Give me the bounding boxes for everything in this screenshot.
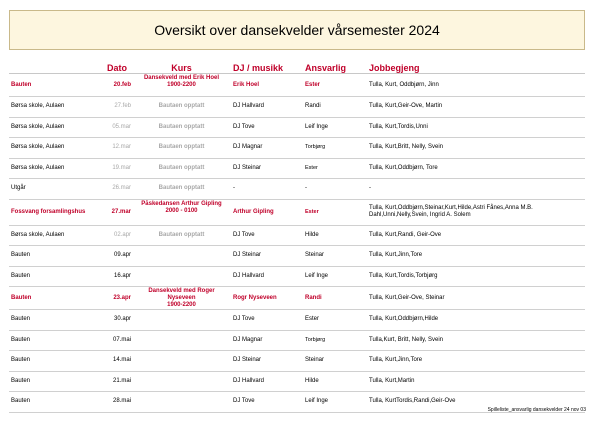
- row-dj: DJ Magnar: [233, 144, 263, 151]
- table-row: [9, 179, 585, 200]
- row-date: 27.feb: [114, 103, 131, 110]
- row-course: [134, 287, 229, 309]
- row-place: Bauten: [11, 294, 32, 301]
- row-date: 14.mai: [112, 357, 131, 364]
- row-date: 02.apr: [113, 231, 131, 238]
- table-row: [9, 287, 585, 310]
- course-lines: [134, 288, 229, 309]
- row-date: 20.feb: [113, 81, 131, 88]
- row-date: 16.apr: [113, 272, 131, 279]
- header-dj: DJ / musikk: [233, 63, 284, 73]
- table-row: [9, 246, 585, 267]
- header-place: [11, 58, 104, 73]
- row-place: Bauten: [11, 377, 31, 384]
- header-course: Kurs: [171, 63, 192, 73]
- row-dj: DJ Magnar: [233, 336, 263, 343]
- row-course: [134, 331, 229, 351]
- row-responsible: Steinar: [305, 252, 325, 259]
- row-responsible: Randi: [305, 103, 321, 110]
- row-job: Tulla, Kurt,Oddbjørn,Hilde: [369, 316, 439, 323]
- table-row: [9, 138, 585, 159]
- row-job: Tulla, KurtTordis,Randi,Geir-Ove: [369, 398, 456, 405]
- course-lines: [141, 201, 221, 215]
- row-date: 27.mar: [111, 208, 131, 215]
- row-responsible: Leif Inge: [305, 398, 329, 405]
- table-row: [9, 97, 585, 118]
- row-job: Tulla, Kurt,Jinn,Tore: [369, 252, 423, 259]
- row-course: [134, 267, 229, 287]
- row-course: [134, 310, 229, 330]
- row-job: -: [369, 185, 371, 192]
- table-row: [9, 159, 585, 180]
- course-line: Bautaen opptatt: [158, 231, 205, 238]
- row-job: Tulla, Kurt,Oddbjørn,Steinar,Kurt,Hilde,Astri Fånes,Anna M.B. Dahl,Unni,Nelly,Svein, Ingrid A. Solem: [369, 205, 533, 218]
- course-line: Bautaen opptatt: [158, 103, 205, 110]
- row-date: 12.mar: [112, 144, 131, 151]
- row-place: Børsa skole, Aulaen: [11, 103, 65, 110]
- row-course: [134, 97, 229, 117]
- row-course: [134, 179, 229, 199]
- row-responsible: Ester: [305, 316, 320, 323]
- row-dj: Arthur Gipling: [233, 208, 274, 215]
- row-job: Tulla, Kurt, Oddbjørn, Jinn: [369, 81, 439, 88]
- row-date: 07.mai: [112, 336, 131, 343]
- row-responsible: Hilde: [305, 231, 319, 238]
- row-place: Utgår: [11, 185, 26, 192]
- row-responsible: Torbjørg: [305, 336, 326, 343]
- row-responsible: Leif Inge: [305, 123, 329, 130]
- row-job: Tulla, Kurt,Randi, Geir-Ove: [369, 231, 442, 238]
- course-line: Bautaen opptatt: [158, 144, 205, 151]
- row-place: Bauten: [11, 81, 32, 88]
- row-date: 26.mar: [112, 185, 131, 192]
- row-dj: Erik Hoel: [233, 81, 260, 88]
- row-dj: DJ Steinar: [233, 252, 262, 259]
- row-date: 21.mai: [112, 377, 131, 384]
- course-lines: [159, 124, 205, 131]
- row-course: [134, 138, 229, 158]
- row-job: Tulla,Kurt, Britt, Nelly, Svein: [369, 336, 444, 343]
- header-responsible: Ansvarlig: [305, 63, 347, 73]
- table-row: [9, 267, 585, 288]
- table-row: [9, 310, 585, 331]
- row-place: Fossvang forsamlingshus: [11, 208, 86, 215]
- row-place: Børsa skole, Aulaen: [11, 123, 65, 130]
- row-dj: DJ Hallvard: [233, 377, 265, 384]
- row-dj: DJ Tove: [233, 231, 255, 238]
- row-dj: DJ Hallvard: [233, 272, 265, 279]
- row-job: Tulla, Kurt,Jinn,Tore: [369, 357, 423, 364]
- row-dj: DJ Tove: [233, 123, 255, 130]
- row-responsible: Ester: [305, 164, 318, 171]
- row-job: Tulla, Kurt,Geir-Ove, Steinar: [369, 294, 445, 301]
- course-line: Bautaen opptatt: [158, 123, 205, 130]
- row-course: [134, 351, 229, 371]
- course-lines: [159, 232, 205, 239]
- row-date: 30.apr: [113, 316, 131, 323]
- row-date: 19.mar: [112, 164, 131, 171]
- row-responsible: -: [305, 185, 307, 192]
- row-place: Bauten: [11, 272, 31, 279]
- row-responsible: Ester: [305, 208, 319, 215]
- row-dj: DJ Tove: [233, 398, 255, 405]
- row-responsible: Torbjørg: [305, 144, 326, 151]
- course-line: 1900-2200: [167, 82, 196, 88]
- row-place: Børsa skole, Aulaen: [11, 164, 65, 171]
- row-course: [134, 392, 229, 412]
- row-dj: DJ Tove: [233, 316, 255, 323]
- row-place: Bauten: [11, 357, 31, 364]
- course-lines: [144, 75, 219, 89]
- table-row: [9, 351, 585, 372]
- course-line: 2000 - 0100: [165, 207, 198, 214]
- table-row: [9, 331, 585, 352]
- row-job: Tulla, Kurt,Britt, Nelly, Svein: [369, 144, 444, 151]
- row-job: Tulla, Kurt,Martin: [369, 377, 415, 384]
- row-job: Tulla, Kurt,Geir-Ove, Martin: [369, 103, 443, 110]
- row-date: 09.apr: [113, 252, 131, 259]
- row-responsible: Randi: [305, 294, 322, 301]
- row-course: [134, 226, 229, 246]
- row-responsible: Leif Inge: [305, 272, 329, 279]
- row-course: [134, 246, 229, 266]
- table-row: [9, 118, 585, 139]
- row-place: Børsa skole, Aulaen: [11, 144, 65, 151]
- row-date: 28.mai: [112, 398, 131, 405]
- row-course: [134, 118, 229, 138]
- table-row: [9, 200, 585, 226]
- row-dj: Rogr Nyseveen: [233, 294, 277, 301]
- row-dj: DJ Steinar: [233, 164, 262, 171]
- row-dj: -: [233, 185, 235, 192]
- schedule-table: [9, 58, 585, 413]
- table-row: [9, 226, 585, 247]
- table-row: [9, 372, 585, 393]
- row-course: [134, 159, 229, 179]
- course-lines: [159, 185, 205, 192]
- header-date: Dato: [107, 63, 127, 73]
- row-place: Bauten: [11, 398, 31, 405]
- course-line: 1900-2200: [167, 302, 196, 308]
- row-responsible: Hilde: [305, 377, 319, 384]
- course-line: Dansekveld med Roger Nyseveen: [148, 288, 215, 301]
- row-place: Bauten: [11, 316, 31, 323]
- row-responsible: Ester: [305, 81, 321, 88]
- row-job: Tulla, Kurt,Tordis,Torbjørg: [369, 272, 438, 279]
- row-course: [134, 372, 229, 392]
- footer-filename: Spilleliste_ansvarlig dansekvelder 24 nov 03: [487, 407, 586, 413]
- course-lines: [159, 144, 205, 151]
- header-job: Jobbegjeng: [369, 63, 420, 73]
- row-dj: DJ Steinar: [233, 357, 262, 364]
- course-lines: [159, 103, 205, 110]
- course-lines: [159, 165, 205, 172]
- row-dj: DJ Hallvard: [233, 103, 265, 110]
- row-place: Bauten: [11, 336, 31, 343]
- table-row: [9, 74, 585, 97]
- course-line: Påskedansen Arthur Gipling: [141, 200, 222, 207]
- row-place: Bauten: [11, 252, 31, 259]
- row-job: Tulla, Kurt,Oddbjørn, Tore: [369, 164, 438, 171]
- course-line: Bautaen opptatt: [158, 185, 205, 192]
- table-header: [9, 58, 585, 74]
- row-date: 23.apr: [113, 294, 131, 301]
- row-job: Tulla, Kurt,Tordis,Unni: [369, 123, 428, 130]
- row-place: Børsa skole, Aulaen: [11, 231, 65, 238]
- course-line: Dansekveld med Erik Hoel: [143, 75, 220, 81]
- row-responsible: Steinar: [305, 357, 325, 364]
- row-date: 05.mar: [112, 123, 131, 130]
- row-course: [134, 200, 229, 225]
- row-course: [134, 74, 229, 96]
- course-line: Bautaen opptatt: [158, 164, 205, 171]
- page-title: Oversikt over dansekvelder vårsemester 2024: [9, 10, 585, 50]
